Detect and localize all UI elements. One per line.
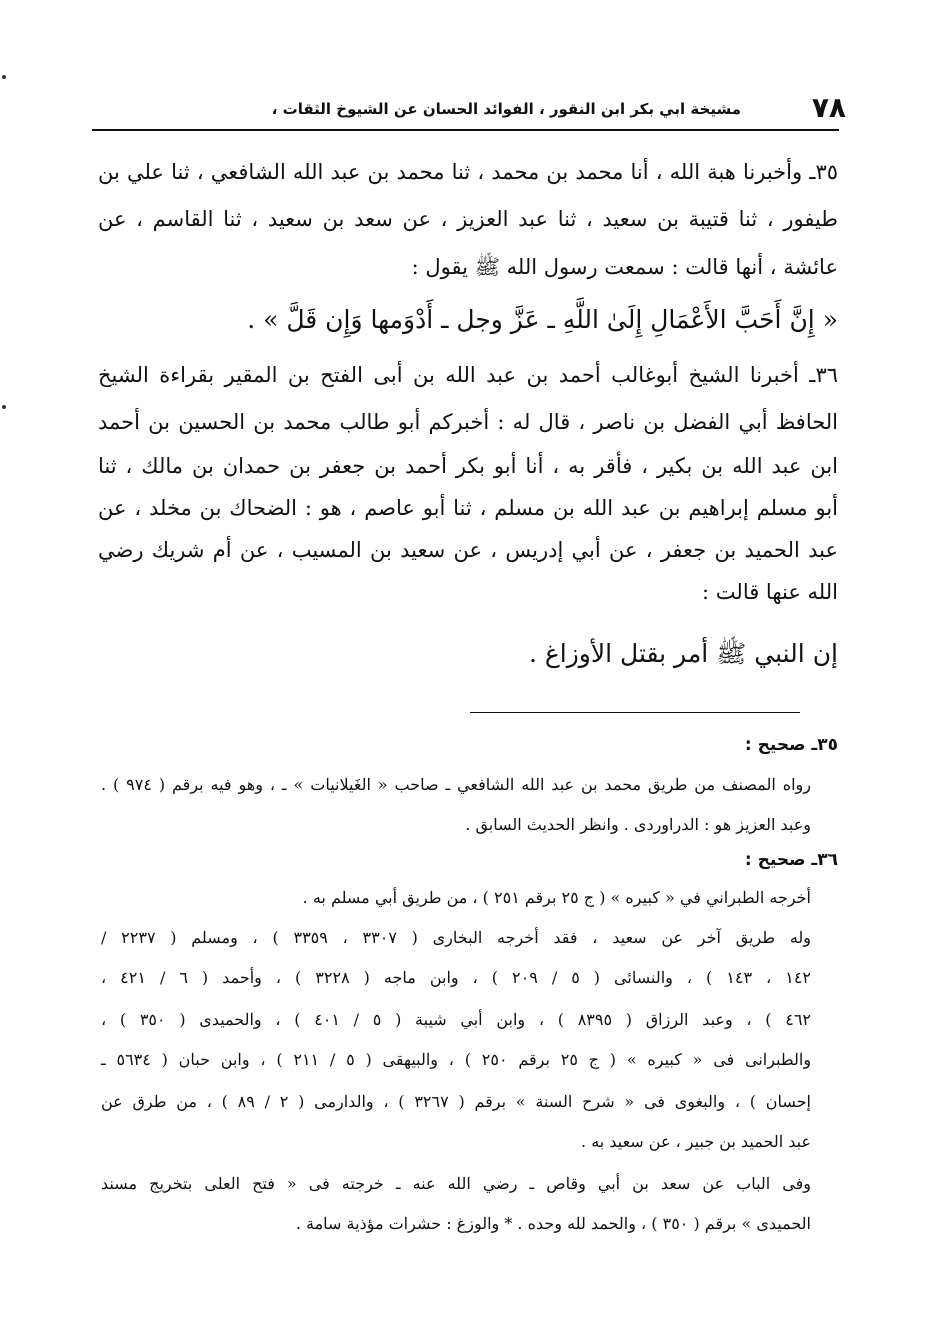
footnote-36-line-6: إحسان ) ، والبغوى فى « شرح السنة » برقم ( ٣٢٦٧ ) ، والدارمى ( ٢ / ٨٩ ) ، من طرق عن xyxy=(101,1092,811,1111)
running-header-title: مشيخة ابي بكر ابن النقور ، الفوائد الحسان عن الشيوخ الثقات ، xyxy=(271,100,741,118)
footnote-36-line-3: ١٤٢ ، ١٤٣ ) ، والنسائى ( ٥ / ٢٠٩ ) ، وابن ماجه ( ٣٢٢٨ ) ، وأحمد ( ٦ / ٤٢١ ، xyxy=(101,968,812,987)
footnote-36-line-9: الحميدى » برقم ( ٣٥٠ ) ، والحمد لله وحده . * والوزغ : حشرات مؤذية سامة . xyxy=(295,1214,811,1233)
hadith-36-line-4: أبو مسلم إبراهيم بن عبد الله بن مسلم ، ثنا أبو عاصم ، هو : الضحاك بن مخلد ، عن xyxy=(98,496,838,520)
footnote-36-heading: ٣٦ـ صحيح : xyxy=(744,850,838,870)
hadith-35-line-1: ٣٥ـ وأخبرنا هبة الله ، أنا محمد بن محمد ، ثنا محمد بن عبد الله الشافعي ، ثنا علي بن xyxy=(98,160,838,184)
footnote-36-line-5: والطبرانى فى « كبيره » ( ج ٢٥ برقم ٢٥٠ ) ، والبيهقى ( ٥ / ٢١١ ) ، وابن حبان ( ٥٦٣٤ ـ xyxy=(101,1050,812,1069)
footnote-36-line-4: ٤٦٢ ) ، وعبد الرزاق ( ٨٣٩٥ ) ، وابن أبي شيبة ( ٥ / ٤٠١ ) ، والحميدى ( ٣٥٠ ) ، xyxy=(101,1010,811,1029)
hadith-35-line-3: عائشة ، أنها قالت : سمعت رسول الله ﷺ يقول : xyxy=(411,255,838,279)
hadith-35-line-2: طيفور ، ثنا قتيبة بن سعيد ، ثنا عبد العزيز ، عن سعد بن سعيد ، ثنا القاسم ، عن xyxy=(98,207,838,231)
footnote-36-line-1: أخرجه الطبراني في « كبيره » ( ج ٢٥ برقم ٢٥١ ) ، من طريق أبي مسلم به . xyxy=(302,888,811,907)
hadith-36-line-6: الله عنها قالت : xyxy=(702,580,838,604)
hadith-36-line-3: ابن عبد الله بن بكير ، فأقر به ، أنا أبو بكر أحمد بن جعفر بن حمدان بن مالك ، ثنا xyxy=(98,454,838,478)
hadith-35-quote: « إِنَّ أَحَبَّ الأَعْمَالِ إِلَىٰ اللَّهِ ـ عَزَّ وجل ـ أَدْوَمها وَإِن قَلَّ » . xyxy=(247,305,838,334)
hadith-36-line-1: ٣٦ـ أخبرنا الشيخ أبوغالب أحمد بن عبد الله بن أبى الفتح بن المقير بقراءة الشيخ xyxy=(98,363,838,387)
hadith-36-quote: إن النبي ﷺ أمر بقتل الأوزاغ . xyxy=(528,639,838,668)
footnote-35-line-1: رواه المصنف من طريق محمد بن عبد الله الشافعي ـ صاحب « الغَيلانيات » ـ ، وهو فيه برقم ( ٩٧٤ ) . xyxy=(101,775,811,794)
scan-speck xyxy=(2,405,6,409)
header-rule xyxy=(92,129,839,131)
footnote-36-line-7: عبد الحميد بن جبير ، عن سعيد به . xyxy=(581,1132,811,1151)
footnote-35-line-2: وعبد العزيز هو : الدراوردى . وانظر الحديث السابق . xyxy=(465,815,811,834)
footnote-36-line-8: وفى الباب عن سعد بن أبي وقاص ـ رضي الله عنه ـ خرجته فى « فتح العلى بتخريج مسند xyxy=(101,1174,812,1193)
footnote-35-heading: ٣٥ـ صحيح : xyxy=(744,735,838,755)
scan-speck xyxy=(2,75,6,79)
footnote-separator xyxy=(470,712,800,713)
footnote-36-line-2: وله طريق آخر عن سعيد ، فقد أخرجه البخارى ( ٣٣٠٧ ، ٣٣٥٩ ) ، ومسلم ( ٢٢٣٧ / xyxy=(101,928,812,947)
hadith-36-line-2: الحافظ أبي الفضل بن ناصر ، قال له : أخبركم أبو طالب محمد بن الحسين بن أحمد xyxy=(98,410,838,434)
page-number: ٧٨ xyxy=(811,91,846,124)
hadith-36-line-5: عبد الحميد بن جعفر ، عن أبي إدريس ، عن سعيد بن المسيب ، عن أم شريك رضي xyxy=(98,538,838,562)
